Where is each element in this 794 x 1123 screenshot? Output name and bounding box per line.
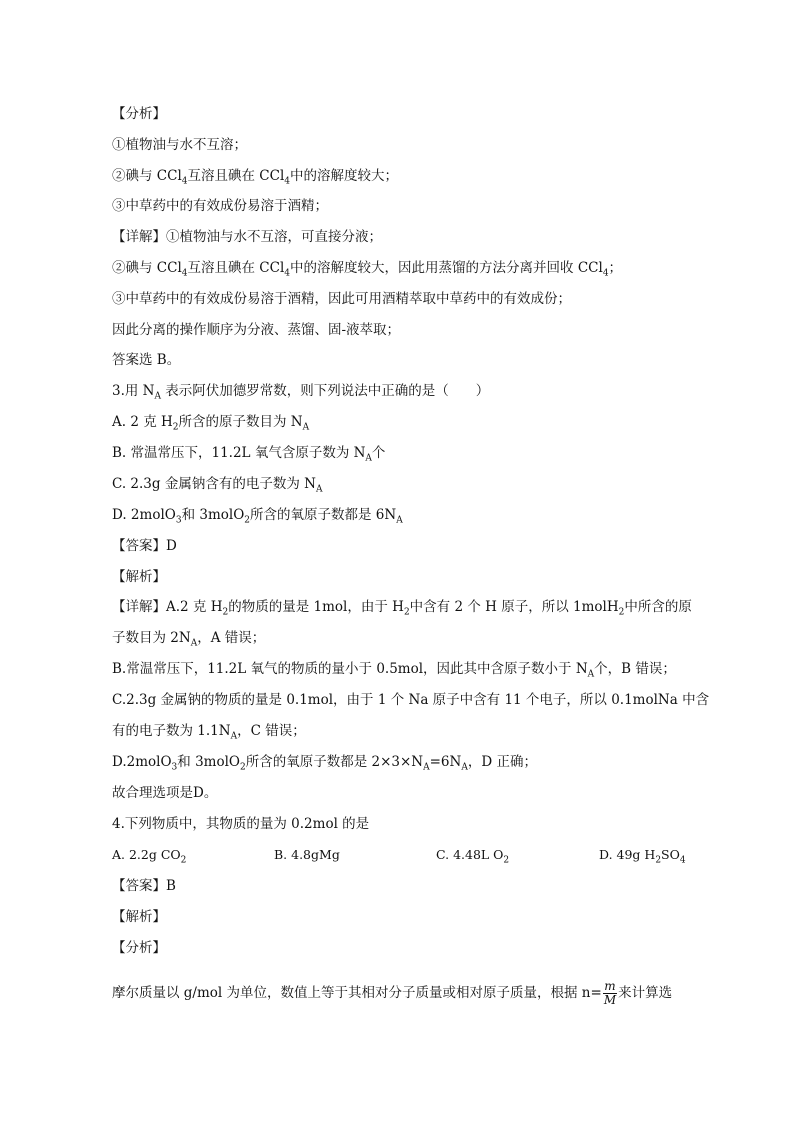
section-heading-analysis: 【分析】 xyxy=(112,940,166,956)
question-4-option-d: D. 49g $H_2SO_4$ xyxy=(599,847,686,866)
explanation-label: 【解析】 xyxy=(112,909,166,925)
text-line-with-formula: 摩尔质量以 g/mol 为单位，数值上等于其相对分子质量或相对原子质量，根据 n= $\frac{m}{M}$ 来计算选 xyxy=(112,979,673,1007)
detail-line: D.2molO$_3$和 3molO$_2$所含的氧原子数都是 $2\times 3\times N_A=6N_A$，D 正确； xyxy=(112,754,537,773)
text-line: 【详解】①植物油与水不互溶，可直接分液； xyxy=(112,229,382,245)
detail-line: B.常温常压下，11.2L 氧气的物质的量小于 0.5mol，因此其中含原子数小于 $N_A$个，B 错误； xyxy=(112,661,676,680)
text-line: 答案选 B。 xyxy=(112,352,181,368)
section-heading-analysis: 【分析】 xyxy=(112,106,166,122)
question-3-stem: 3.用 $N_A$ 表示阿伏加德罗常数，则下列说法中正确的是（ ） xyxy=(112,383,490,402)
text-line: ②碘与 CCl$_4$互溶且碘在 CCl$_4$中的溶解度较大，因此用蒸馏的方法分离并回收 CCl$_4$； xyxy=(112,260,623,279)
question-4-option-c: C. 4.48L $O_2$ xyxy=(436,847,510,866)
text-line: ①植物油与水不互溶； xyxy=(112,137,247,153)
explanation-label: 【解析】 xyxy=(112,569,166,585)
text-line: ②碘与 CCl$_4$互溶且碘在 CCl$_4$中的溶解度较大； xyxy=(112,168,399,187)
answer-label: 【答案】B xyxy=(112,878,176,894)
question-3-option-b: B. 常温常压下，11.2L 氧气含原子数为 $N_A$个 xyxy=(112,445,386,464)
detail-line: C.2.3g 金属钠的物质的量是 0.1mol，由于 1 个 Na 原子中含有 11 个电子，所以 0.1molNa 中含 xyxy=(112,692,710,708)
text-line: ③中草药中的有效成份易溶于酒精； xyxy=(112,198,328,214)
question-3-option-d: D. 2molO$_3$和 3molO$_2$所含的氧原子数都是 $6N_A$ xyxy=(112,507,403,526)
question-3-option-a: A. 2 克 $H_2$所含的原子数目为 $N_A$ xyxy=(112,414,310,433)
detail-line: 【详解】A.2 克 $H_2$的物质的量是 1mol，由于 $H_2$中含有 2 个 H 原子，所以 1molH$_2$中所含的原 xyxy=(112,599,692,618)
question-3-option-c: C. 2.3g 金属钠含有的电子数为 $N_A$ xyxy=(112,476,323,495)
text-line: 因此分离的操作顺序为分液、蒸馏、固-液萃取； xyxy=(112,322,401,338)
detail-line: 子数目为 $2N_A$，A 错误； xyxy=(112,630,266,649)
detail-line: 有的电子数为 $1.1N_A$，C 错误； xyxy=(112,723,306,742)
question-4-option-a: A. 2.2g $CO_2$ xyxy=(112,847,187,866)
detail-line: 故合理选项是D。 xyxy=(112,785,218,801)
fraction-m-over-M: $\frac{m}{M}$ xyxy=(603,979,617,1007)
text-line: ③中草药中的有效成份易溶于酒精，因此可用酒精萃取中草药中的有效成份； xyxy=(112,291,571,307)
answer-label: 【答案】D xyxy=(112,538,177,554)
question-4-option-b: B. 4.8gMg xyxy=(274,847,340,862)
question-4-stem: 4.下列物质中，其物质的量为 0.2mol 的是 xyxy=(112,816,370,832)
